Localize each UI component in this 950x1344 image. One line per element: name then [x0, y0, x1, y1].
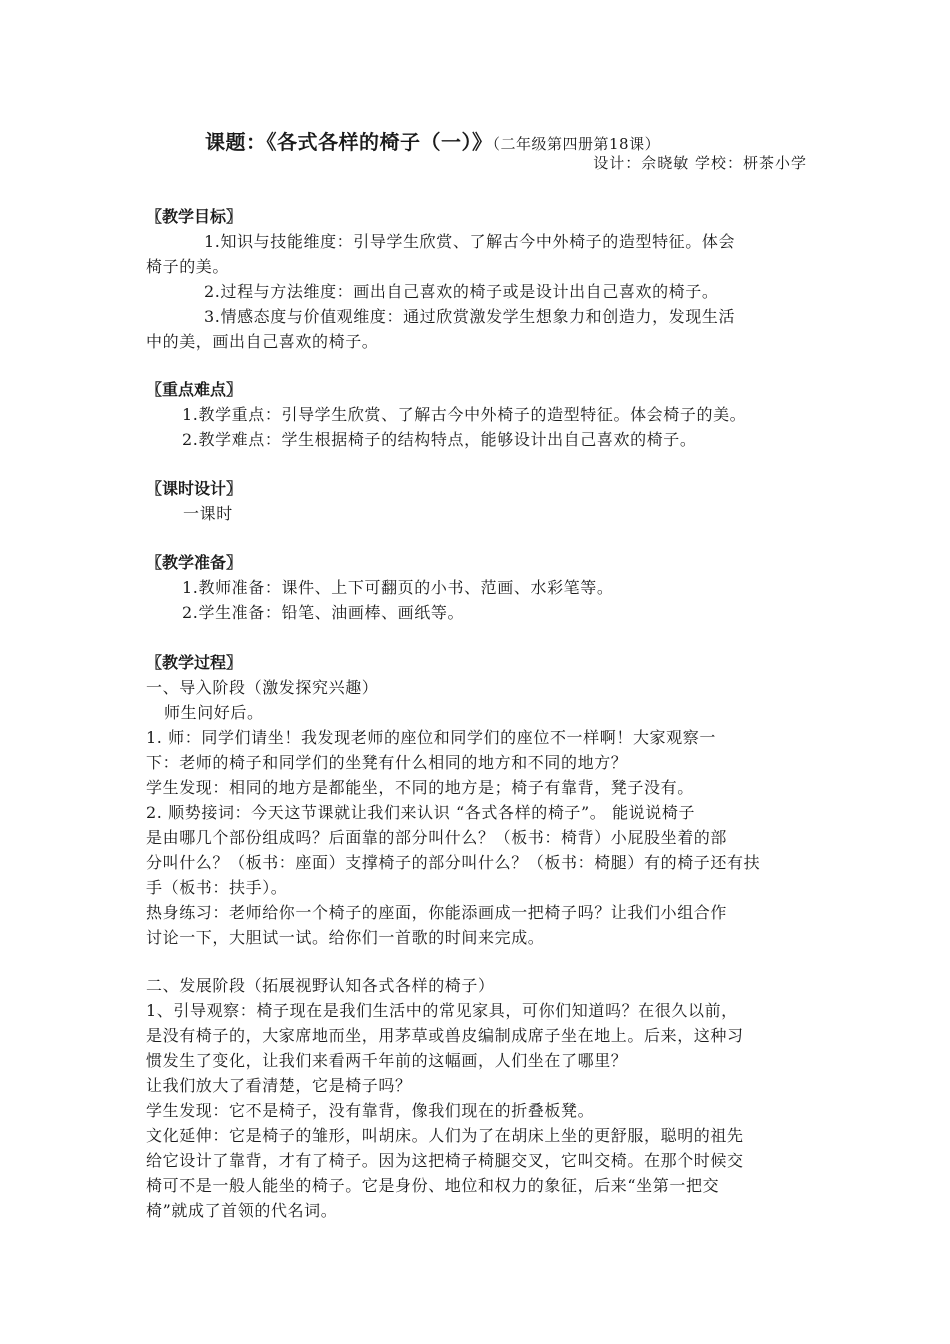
process-line: 文化延伸：它是椅子的雏形，叫胡床。人们为了在胡床上坐的更舒服，聪明的祖先 [146, 1126, 744, 1145]
section-heading-period: 〖课时设计〗 [146, 479, 243, 498]
process-line: 讨论一下，大胆试一试。给你们一首歌的时间来完成。 [146, 928, 545, 947]
process-line: 1、引导观察：椅子现在是我们生活中的常见家具，可你们知道吗？在很久以前， [146, 1001, 738, 1020]
goals-line: 中的美，画出自己喜欢的椅子。 [146, 332, 379, 351]
goals-line: 椅子的美。 [146, 257, 230, 276]
lesson-title-grade: （二年级第四册第18课） [492, 135, 661, 153]
process-line: 手（板书：扶手）。 [146, 878, 288, 897]
lesson-title-main: 课题：《各式各样的椅子（一）》 [205, 130, 493, 154]
goals-line: 3.情感态度与价值观维度：通过欣赏激发学生想象力和创造力，发现生活 [204, 307, 736, 326]
process-line: 给它设计了靠背，才有了椅子。因为这把椅子椅腿交叉，它叫交椅。在那个时候交 [146, 1151, 744, 1170]
keypoints-line: 2.教学难点：学生根据椅子的结构特点，能够设计出自己喜欢的椅子。 [182, 430, 697, 449]
process-line: 椅”就成了首领的代名词。 [146, 1201, 338, 1220]
section-heading-process: 〖教学过程〗 [146, 653, 243, 672]
process-line: 1. 师：同学们请坐！我发现老师的座位和同学们的座位不一样啊！大家观察一 [146, 728, 716, 747]
goals-line: 1.知识与技能维度：引导学生欣赏、了解古今中外椅子的造型特征。体会 [204, 232, 736, 251]
section-heading-goals: 〖教学目标〗 [146, 207, 243, 226]
process-line: 是没有椅子的，大家席地而坐，用茅草或兽皮编制成席子坐在地上。后来，这种习 [146, 1026, 744, 1045]
process-line: 师生问好后。 [164, 703, 264, 722]
section-heading-prep: 〖教学准备〗 [146, 553, 243, 572]
process-line: 是由哪几个部份组成吗？后面靠的部分叫什么？（板书：椅背）小屁股坐着的部 [146, 828, 728, 847]
process-line: 学生发现：它不是椅子，没有靠背，像我们现在的折叠板凳。 [146, 1101, 595, 1120]
prep-line: 1.教师准备：课件、上下可翻页的小书、范画、水彩笔等。 [182, 578, 614, 597]
period-line: 一课时 [183, 504, 233, 523]
section-heading-keypoints: 〖重点难点〗 [146, 380, 243, 399]
prep-line: 2.学生准备：铅笔、油画棒、画纸等。 [182, 603, 465, 622]
process-line: 椅可不是一般人能坐的椅子。它是身份、地位和权力的象征，后来“坐第一把交 [146, 1176, 720, 1195]
process-line: 分叫什么？（板书：座面）支撑椅子的部分叫什么？（板书：椅腿）有的椅子还有扶 [146, 853, 761, 872]
author-line: 设计：佘晓敏 学校：枅茶小学 [593, 154, 807, 172]
keypoints-line: 1.教学重点：引导学生欣赏、了解古今中外椅子的造型特征。体会椅子的美。 [182, 405, 747, 424]
process-line: 惯发生了变化，让我们来看两千年前的这幅画，人们坐在了哪里？ [146, 1051, 628, 1070]
goals-line: 2.过程与方法维度：画出自己喜欢的椅子或是设计出自己喜欢的椅子。 [204, 282, 719, 301]
process-line: 2. 顺势接词：今天这节课就让我们来认识 “各式各样的椅子”。 能说说椅子 [146, 803, 696, 822]
lesson-title [205, 126, 660, 155]
process-line: 下：老师的椅子和同学们的坐凳有什么相同的地方和不同的地方？ [146, 753, 628, 772]
process-line: 热身练习：老师给你一个椅子的座面，你能添画成一把椅子吗？让我们小组合作 [146, 903, 728, 922]
process-line: 二、发展阶段（拓展视野认知各式各样的椅子） [146, 976, 495, 995]
process-line: 让我们放大了看清楚，它是椅子吗？ [146, 1076, 412, 1095]
process-line: 一、导入阶段（激发探究兴趣） [146, 678, 379, 697]
process-line: 学生发现：相同的地方是都能坐，不同的地方是；椅子有靠背，凳子没有。 [146, 778, 694, 797]
